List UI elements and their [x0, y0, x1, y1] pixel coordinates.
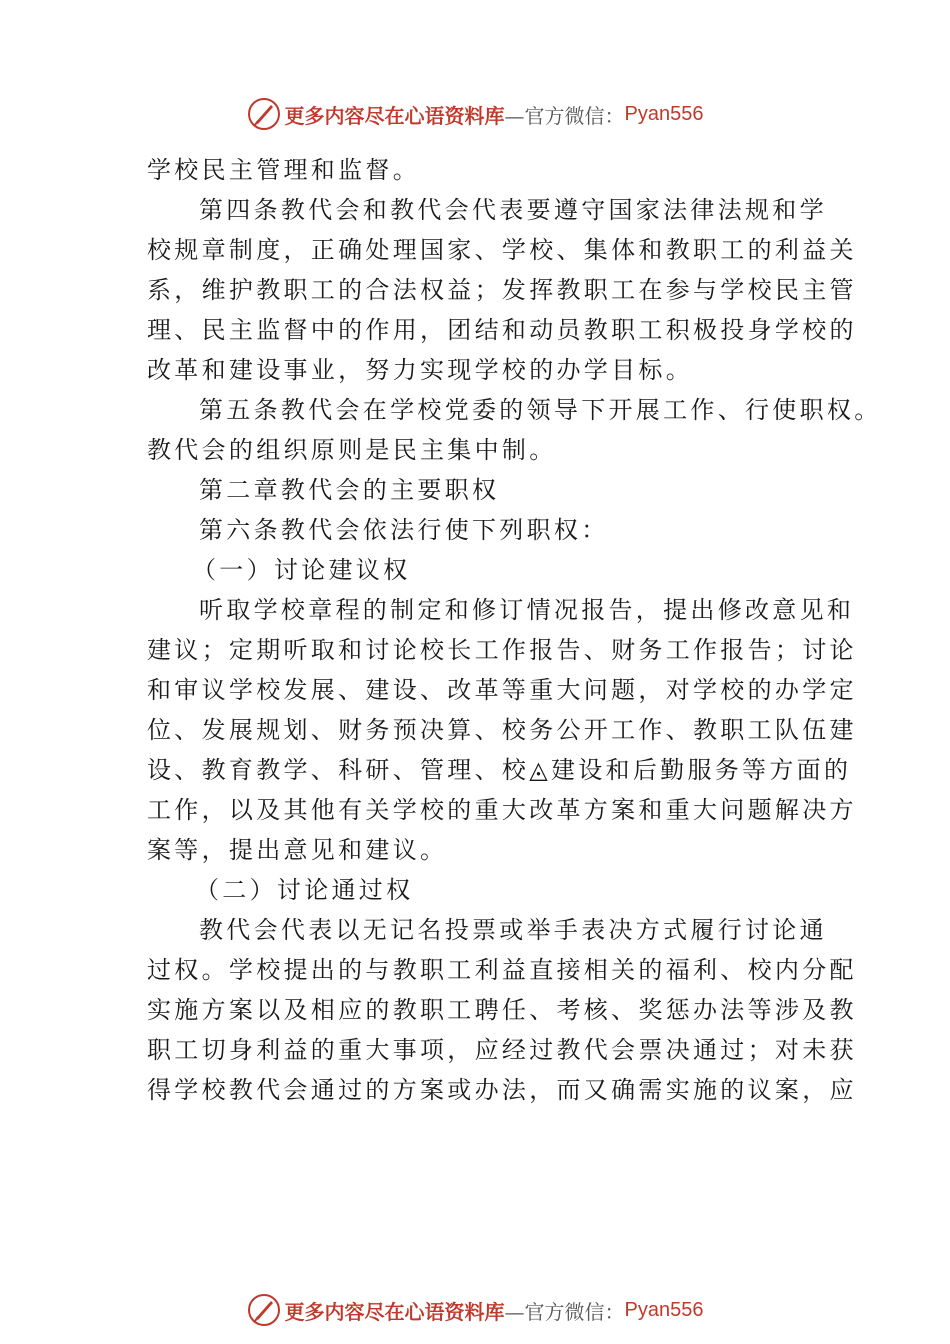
document-body [147, 150, 882, 1110]
header-separator-text: —官方微信： [504, 103, 625, 128]
section-heading: （二）讨论通过权 [195, 876, 414, 904]
body-line: 第六条教代会依法行使下列职权： [199, 516, 609, 544]
body-line: 听取学校章程的制定和修订情况报告，提出修改意见和 [199, 596, 855, 624]
body-line: 实施方案以及相应的教职工聘任、考核、奖惩办法等涉及教 [147, 996, 857, 1024]
section-heading: （一）讨论建议权 [192, 556, 411, 584]
body-line: 和审议学校发展、建设、改革等重大问题，对学校的办学定 [147, 676, 857, 704]
body-line: 教代会代表以无记名投票或举手表决方式履行讨论通 [199, 916, 827, 944]
body-line: 工作，以及其他有关学校的重大改革方案和重大问题解决方 [147, 796, 857, 824]
body-line: 校规章制度，正确处理国家、学校、集体和教职工的利益关 [147, 236, 857, 264]
body-line: 建议；定期听取和讨论校长工作报告、财务工作报告；讨论 [147, 636, 857, 664]
body-line: 得学校教代会通过的方案或办法，而又确需实施的议案，应 [147, 1076, 857, 1104]
body-line: 设、教育教学、科研、管理、校◬建设和后勤服务等方面的 [147, 756, 852, 784]
body-line: 案等，提出意见和建议。 [147, 836, 448, 864]
body-line: 第五条教代会在学校党委的领导下开展工作、行使职权。 [199, 396, 882, 424]
body-line: 理、民主监督中的作用，团结和动员教职工积极投身学校的 [147, 316, 857, 344]
header-brand-text: 更多内容尽在心语资料库 [284, 103, 505, 128]
body-line: 学校民主管理和监督。 [147, 156, 420, 184]
quill-pen-logo-icon [247, 1293, 281, 1327]
header-wechat-id: Pyan556 [624, 102, 704, 125]
quill-pen-logo-icon [247, 97, 281, 131]
header-banner [0, 94, 950, 134]
chapter-heading: 第二章教代会的主要职权 [199, 476, 500, 504]
footer-banner [0, 1290, 950, 1330]
body-line: 过权。学校提出的与教职工利益直接相关的福利、校内分配 [147, 956, 857, 984]
body-line: 教代会的组织原则是民主集中制。 [147, 436, 557, 464]
footer-brand-text: 更多内容尽在心语资料库 [284, 1299, 505, 1324]
body-line: 第四条教代会和教代会代表要遵守国家法律法规和学 [199, 196, 827, 224]
footer-separator-text: —官方微信： [504, 1299, 625, 1324]
body-line: 位、发展规划、财务预决算、校务公开工作、教职工队伍建 [147, 716, 857, 744]
body-line: 职工切身利益的重大事项，应经过教代会票决通过；对未获 [147, 1036, 857, 1064]
body-line: 改革和建设事业，努力实现学校的办学目标。 [147, 356, 693, 384]
footer-wechat-id: Pyan556 [624, 1298, 704, 1321]
body-line: 系，维护教职工的合法权益；发挥教职工在参与学校民主管 [147, 276, 857, 304]
